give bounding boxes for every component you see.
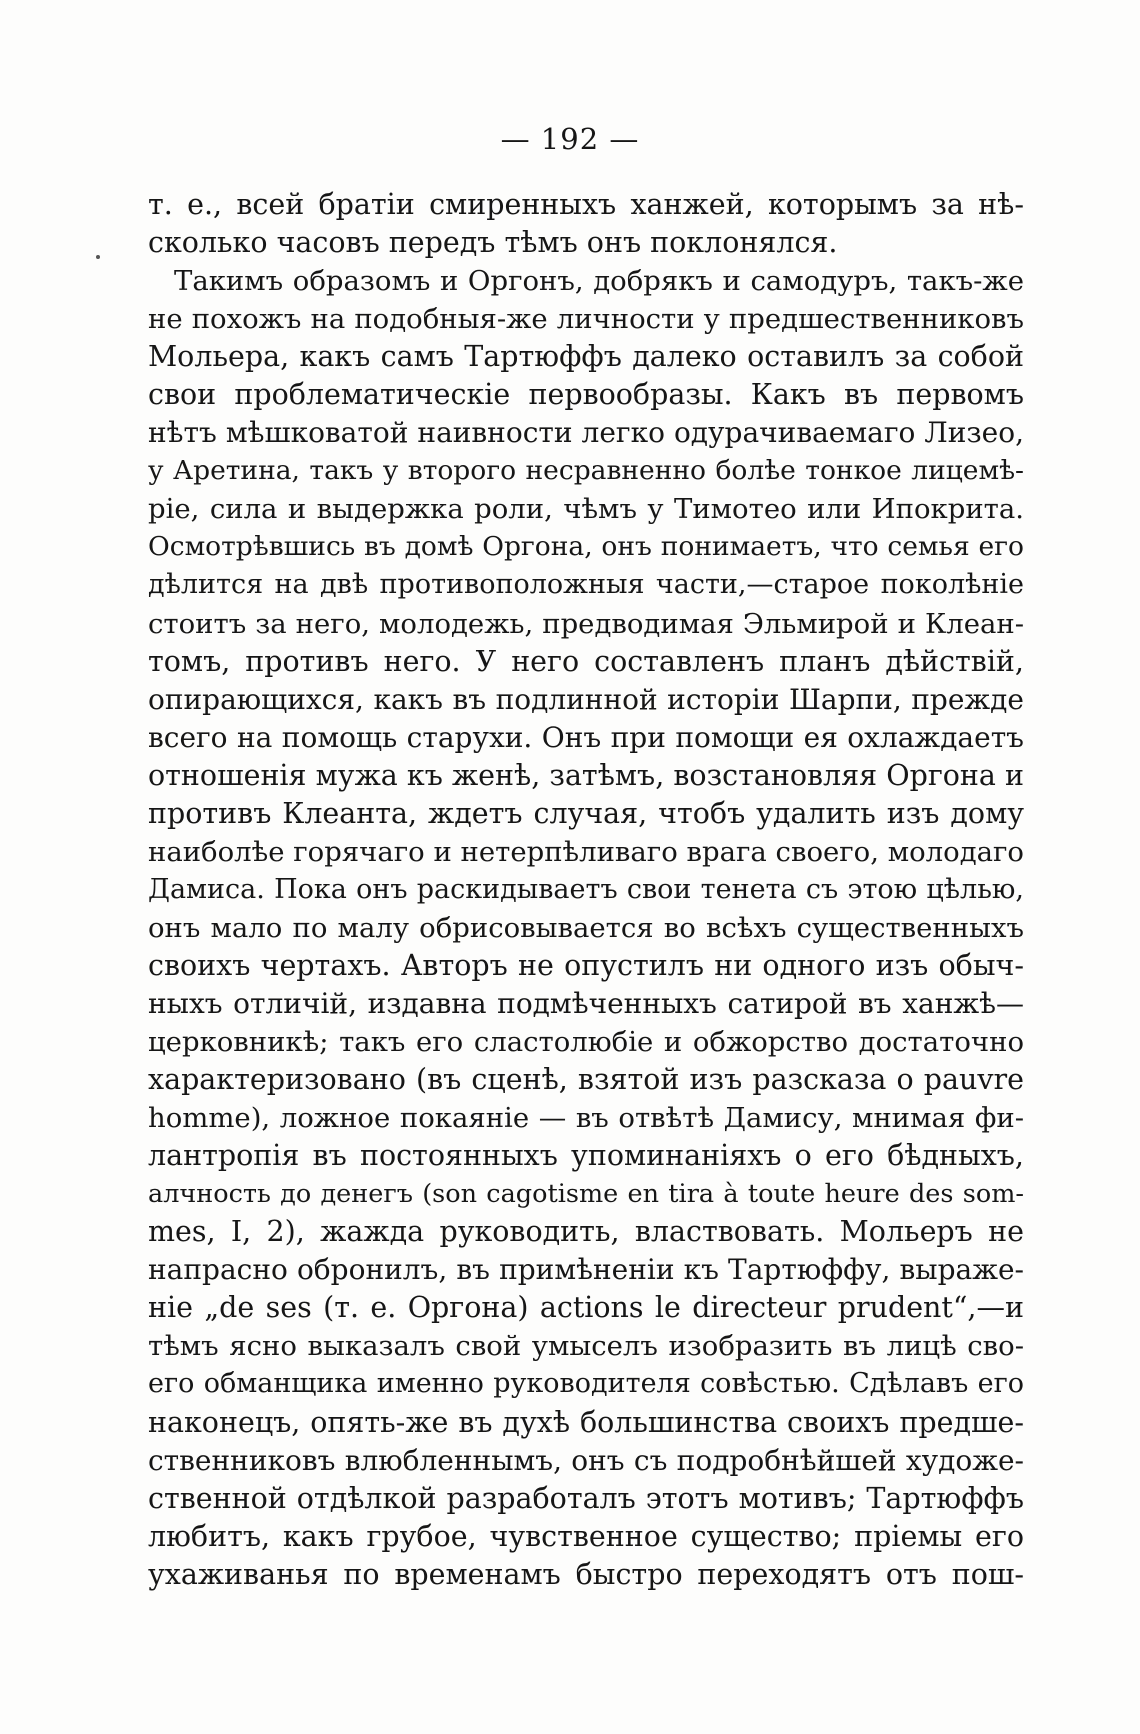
text-line: любитъ, какъ грубое, чувственное существо; пріемы его <box>148 1519 1024 1553</box>
text-line: homme), ложное покаяніе — въ отвѣтѣ Дамису, мнимая фи- <box>148 1102 1024 1135</box>
text-line: Дамиса. Пока онъ раскидываетъ свои тенета съ этою цѣлью, <box>148 873 1024 905</box>
text-line: ныхъ отличій, издавна подмѣченныхъ сатирой въ ханжѣ— <box>148 986 1024 1020</box>
text-line: томъ, противъ него. У него составленъ планъ дѣйствій, <box>148 644 1024 678</box>
text-line: стоитъ за него, молодежь, предводимая Эльмирой и Клеан- <box>148 607 1024 640</box>
text-line: опирающихся, какъ въ подлинной исторіи Шарпи, прежде <box>148 682 1024 716</box>
page-number: — 192 — <box>500 122 640 156</box>
text-line: отношенія мужа къ женѣ, затѣмъ, возстановляя Оргона и <box>148 758 1024 792</box>
text-line: свои проблематическіе первообразы. Какъ въ первомъ <box>148 378 1024 412</box>
body-text <box>148 186 1024 1594</box>
text-line: ріе, сила и выдержка роли, чѣмъ у Тимотео или Ипокрита. <box>148 493 1024 526</box>
text-line: напрасно обронилъ, въ примѣненіи къ Тартюффу, выраже- <box>148 1253 1024 1287</box>
text-line: mes, I, 2), жажда руководить, властвовать. Мольеръ не <box>148 1215 1024 1249</box>
text-line: Такимъ образомъ и Оргонъ, добрякъ и самодуръ, такъ-же <box>174 265 1024 298</box>
text-line: противъ Клеанта, ждетъ случая, чтобъ удалить изъ дому <box>148 796 1024 830</box>
text-line: Осмотрѣвшись въ домѣ Оргона, онъ понимаетъ, что семья его <box>148 531 1024 563</box>
text-line: т. е., всей братіи смиренныхъ ханжей, которымъ за нѣ- <box>148 188 1024 221</box>
text-line: тѣмъ ясно выказалъ свой умыселъ изобразить въ лицѣ сво- <box>148 1330 1024 1363</box>
text-line: ухаживанья по временамъ быстро переходятъ отъ пош- <box>148 1557 1024 1591</box>
text-line: характеризовано (въ сценѣ, взятой изъ разсказа о pauvre <box>148 1063 1024 1097</box>
text-line: алчность до денегъ (son cagotisme en tira à toute heure des som- <box>148 1179 1024 1210</box>
text-line: у Аретина, такъ у второго несравненно болѣе тонкое лицемѣ- <box>148 455 1024 487</box>
text-line: ственниковъ влюбленнымъ, онъ съ подробнѣйшей художе- <box>148 1443 1024 1477</box>
text-line: ственной отдѣлкой разработалъ этотъ мотивъ; Тартюффъ <box>148 1481 1024 1515</box>
text-line: дѣлится на двѣ противоположныя части,—старое поколѣніе <box>148 569 1024 601</box>
text-line: сколько часовъ передъ тѣмъ онъ поклонялся. <box>148 226 838 260</box>
text-line: онъ мало по малу обрисовывается во всѣхъ существенныхъ <box>148 911 1024 944</box>
text-line: всего на помощь старухи. Онъ при помощи ея охлаждаетъ <box>148 720 1024 754</box>
text-line: не похожъ на подобныя-же личности у предшественниковъ <box>148 303 1024 336</box>
margin-speck <box>96 255 100 259</box>
text-line: церковникѣ; такъ его сластолюбіе и обжорство достаточно <box>148 1026 1024 1059</box>
text-line: его обманщика именно руководителя совѣстью. Сдѣлавъ его <box>148 1368 1024 1400</box>
text-line: нѣтъ мѣшковатой наивности легко одурачиваемаго Лизео, <box>148 416 1024 450</box>
text-line: Мольера, какъ самъ Тартюффъ далеко оставилъ за собой <box>148 340 1024 374</box>
text-line: своихъ чертахъ. Авторъ не опустилъ ни одного изъ обыч- <box>148 948 1024 982</box>
text-line: наиболѣе горячаго и нетерпѣливаго врага своего, молодаго <box>148 835 1024 868</box>
text-line: лантропія въ постоянныхъ упоминаніяхъ о его бѣдныхъ, <box>148 1139 1024 1173</box>
text-line: наконецъ, опять-же въ духѣ большинства своихъ предше- <box>148 1405 1024 1439</box>
text-line: ніе „de ses (т. е. Оргона) actions le directeur prudent“,—и <box>148 1291 1024 1325</box>
